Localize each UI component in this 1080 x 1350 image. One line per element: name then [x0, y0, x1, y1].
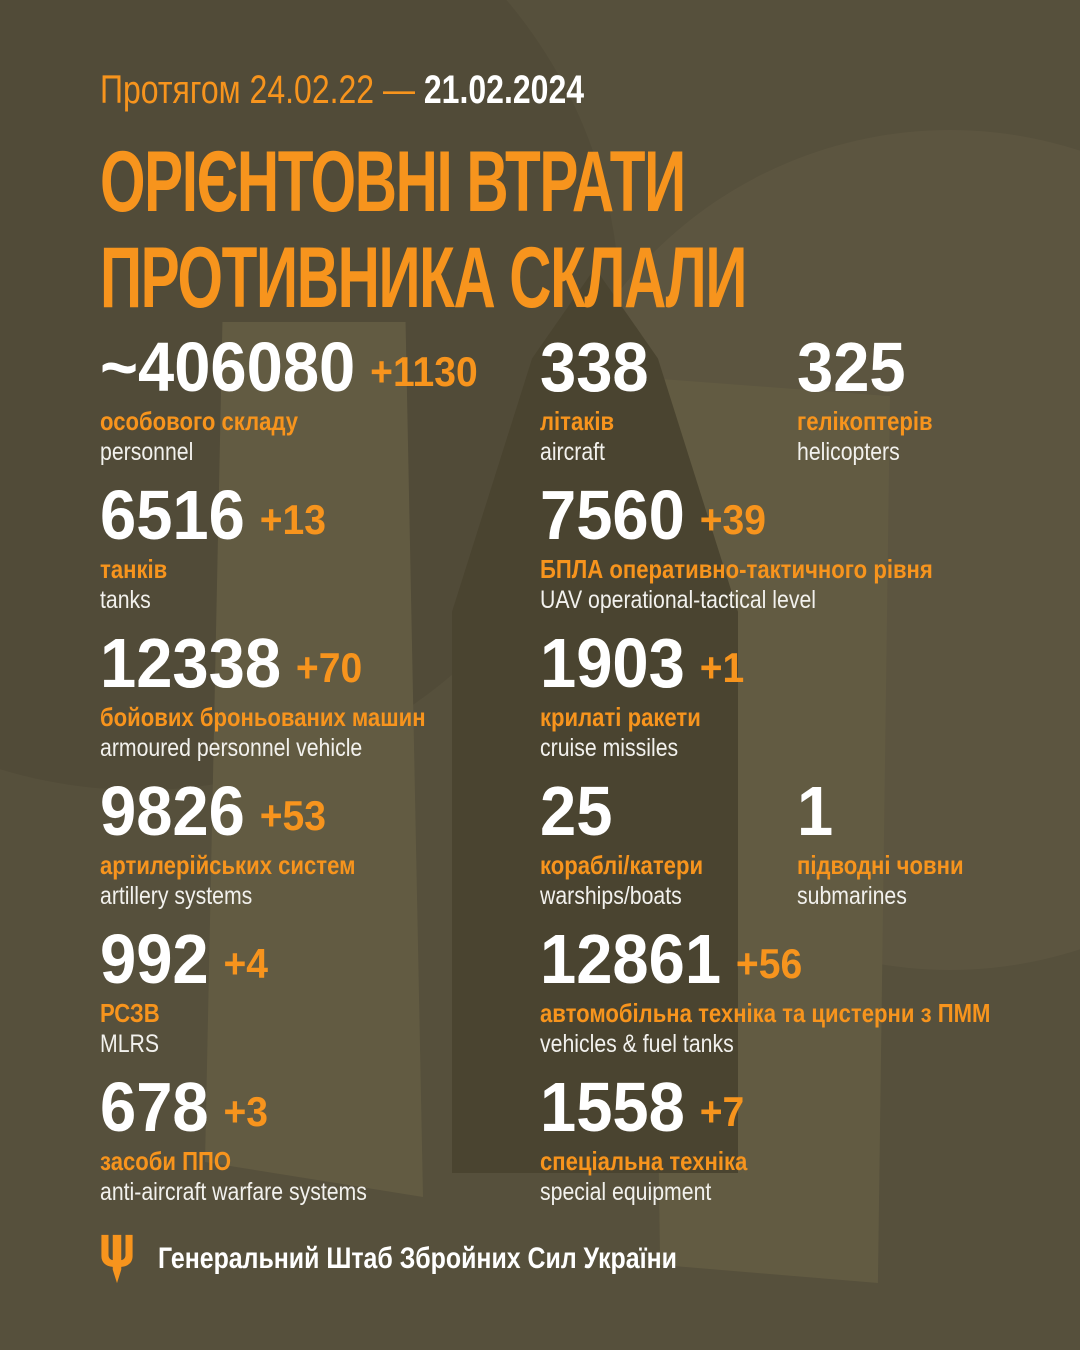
- stat-delta: +39: [699, 496, 766, 543]
- stat-label-uk: артилерійських систем: [100, 850, 356, 880]
- report-date: 21.02.2024: [423, 68, 585, 112]
- stat-delta: +1130: [370, 348, 478, 395]
- stat-label-en: special equipment: [540, 1177, 712, 1206]
- stat-tanks: [100, 476, 540, 615]
- stat-label-en: cruise missiles: [540, 733, 679, 762]
- stat-label-uk: танків: [100, 554, 168, 584]
- stat-special: [540, 1068, 1080, 1207]
- stat-label-uk: автомобільна техніка та цистерни з ПММ: [540, 998, 991, 1028]
- trident-icon: [100, 1234, 134, 1284]
- stat-warships: [540, 772, 797, 911]
- stat-uav: [540, 476, 1080, 615]
- stat-label-en: MLRS: [100, 1029, 160, 1058]
- stat-label-en: anti-aircraft warfare systems: [100, 1177, 367, 1206]
- stat-label-uk: гелікоптерів: [797, 406, 933, 436]
- stat-label-en: armoured personnel vehicle: [100, 733, 363, 762]
- stat-label-uk: БПЛА оперативно-тактичного рівня: [540, 554, 933, 584]
- stat-delta: +7: [699, 1088, 745, 1135]
- stat-label-en: UAV operational-tactical level: [540, 585, 816, 614]
- stat-value: 6516: [100, 476, 245, 554]
- stat-apv: [100, 624, 540, 763]
- stat-label-en: personnel: [100, 437, 194, 466]
- page-title: [100, 134, 746, 327]
- date-range: [100, 68, 584, 112]
- stat-value: 325: [797, 328, 906, 406]
- stat-label-uk: спеціальна техніка: [540, 1146, 748, 1176]
- stat-value: 1: [797, 772, 834, 850]
- stat-personnel: [100, 328, 540, 467]
- page-title-line2: ПРОТИВНИКА СКЛАЛИ: [100, 230, 747, 327]
- stat-value: 678: [100, 1068, 209, 1146]
- stat-delta: +3: [223, 1088, 269, 1135]
- stat-row: [100, 772, 1080, 924]
- stat-value: 992: [100, 920, 209, 998]
- stats-grid: [100, 328, 1080, 1220]
- stat-value: 7560: [540, 476, 685, 554]
- stat-row: [100, 624, 1080, 776]
- stat-value: ~406080: [100, 328, 356, 406]
- stat-delta: +70: [295, 644, 363, 691]
- stat-label-en: helicopters: [797, 437, 900, 466]
- stat-aircraft: [540, 328, 797, 467]
- stat-label-en: aircraft: [540, 437, 605, 466]
- stat-value: 12861: [540, 920, 722, 998]
- stat-label-uk: крилаті ракети: [540, 702, 701, 732]
- stat-label-uk: РСЗВ: [100, 998, 160, 1028]
- stat-delta: +53: [259, 792, 326, 839]
- stat-delta: +4: [223, 940, 269, 987]
- stat-delta: +56: [735, 940, 803, 987]
- footer-title: Генеральний Штаб Збройних Сил України: [158, 1242, 677, 1275]
- stat-label-en: vehicles & fuel tanks: [540, 1029, 734, 1058]
- stat-value: 25: [540, 772, 613, 850]
- stat-air-defence: [100, 1068, 540, 1207]
- stat-label-en: tanks: [100, 585, 151, 614]
- stat-cruise-missiles: [540, 624, 1080, 763]
- date-range-prefix: Протягом 24.02.22 —: [100, 68, 415, 112]
- stat-label-uk: бойових броньованих машин: [100, 702, 426, 732]
- stat-mlrs: [100, 920, 540, 1059]
- stat-row: [100, 920, 1080, 1072]
- stat-label-uk: літаків: [540, 406, 615, 436]
- stat-value: 9826: [100, 772, 245, 850]
- stat-value: 1558: [540, 1068, 685, 1146]
- stat-label-uk: кораблі/катери: [540, 850, 704, 880]
- stat-label-en: submarines: [797, 881, 907, 910]
- stat-submarines: [797, 772, 1080, 911]
- stat-row: [100, 476, 1080, 628]
- footer: [100, 1234, 783, 1284]
- stat-label-uk: підводні човни: [797, 850, 964, 880]
- stat-label-en: artillery systems: [100, 881, 253, 910]
- stat-delta: +13: [259, 496, 326, 543]
- stat-artillery: [100, 772, 540, 911]
- stat-row: [100, 328, 1080, 480]
- stat-delta: +1: [699, 644, 745, 691]
- stat-helicopters: [797, 328, 1080, 467]
- stat-label-en: warships/boats: [540, 881, 682, 910]
- stat-value: 12338: [100, 624, 282, 702]
- page-title-line1: ОРІЄНТОВНІ ВТРАТИ: [100, 134, 685, 230]
- stat-value: 1903: [540, 624, 685, 702]
- stat-label-uk: особового складу: [100, 406, 299, 436]
- stat-row: [100, 1068, 1080, 1220]
- stat-label-uk: засоби ППО: [100, 1146, 232, 1176]
- stat-vehicles: [540, 920, 1080, 1059]
- stat-value: 338: [540, 328, 649, 406]
